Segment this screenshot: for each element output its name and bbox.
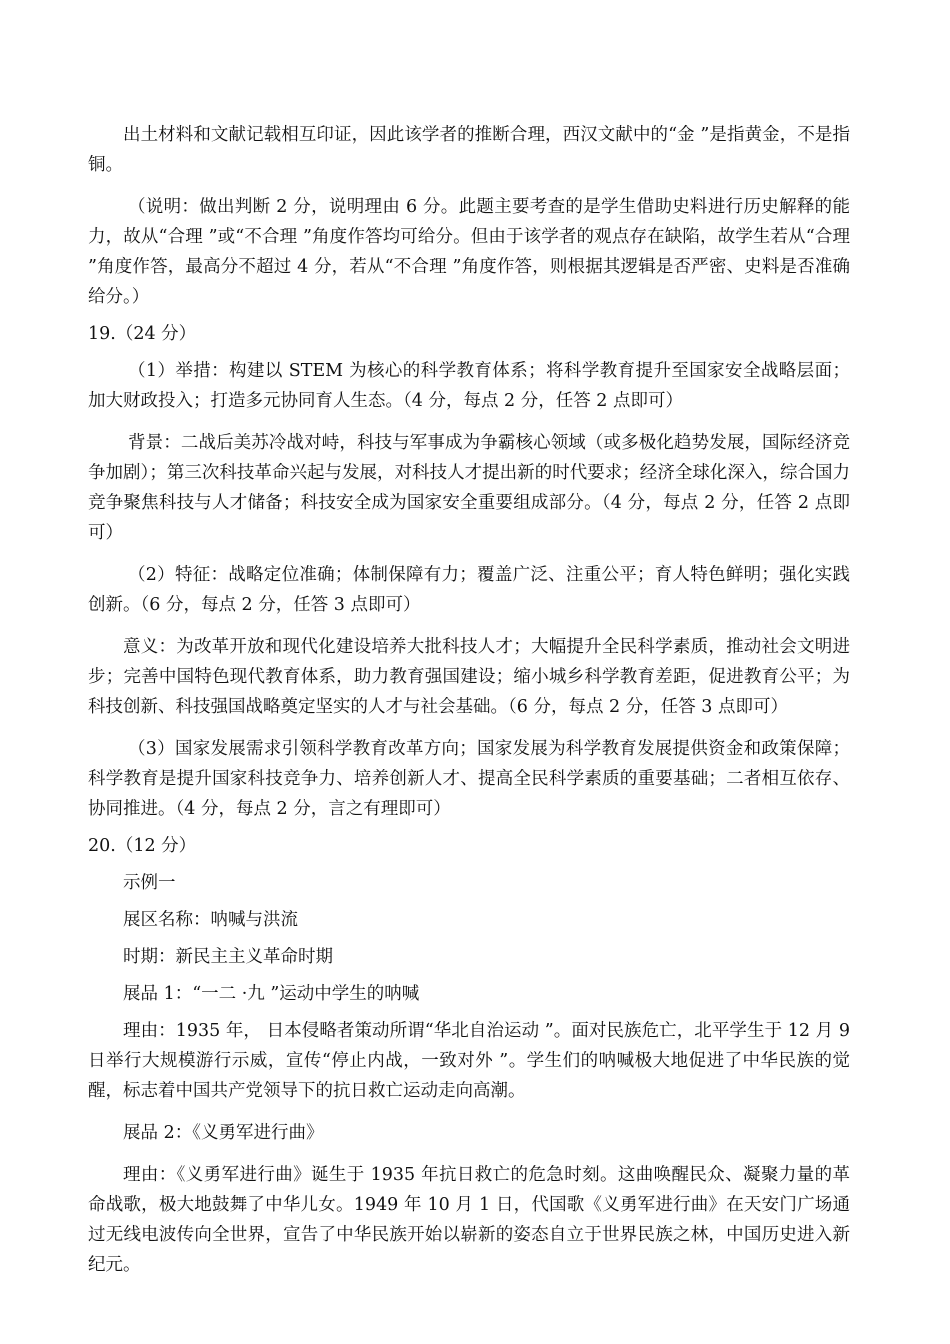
exhibit-1-title: 展品 1：“一二 ·九 ”运动中学生的呐喊 xyxy=(123,984,420,1004)
exhibit-period: 时期：新民主主义革命时期 xyxy=(123,947,333,967)
question-20-heading: 20.（12 分） xyxy=(88,836,197,856)
paragraph-19-3-relationship: （3）国家发展需求引领科学教育改革方向；国家发展为科学教育发展提供资金和政策保障；科学教育是提升国家科技竞争力、培养创新人才、提高全民科学素质的重要基础；二者相互依存、协同推进。（4 分，每点 2 分，言之有理即可） xyxy=(88,739,850,819)
example-label: 示例一 xyxy=(123,873,176,893)
paragraph-19-2-features: （2）特征：战略定位准确；体制保障有力；覆盖广泛、注重公平；育人特色鲜明；强化实践创新。（6 分，每点 2 分，任答 3 点即可） xyxy=(88,565,850,615)
exhibit-area-name: 展区名称：呐喊与洪流 xyxy=(123,910,298,930)
answer-document xyxy=(88,120,850,1280)
paragraph-18-conclusion: 出土材料和文献记载相互印证，因此该学者的推断合理，西汉文献中的“金 ”是指黄金，不是指铜。 xyxy=(88,125,850,175)
paragraph-19-1-background: 背景：二战后美苏冷战对峙，科技与军事成为争霸核心领域（或多极化趋势发展，国际经济竞争加剧）；第三次科技革命兴起与发展，对科技人才提出新的时代要求；经济全球化深入，综合国力竞争聚焦科技与人才储备；科技安全成为国家安全重要组成部分。（4 分，每点 2 分，任答 2 点即可） xyxy=(88,433,850,543)
paragraph-19-2-significance: 意义：为改革开放和现代化建设培养大批科技人才；大幅提升全民科学素质，推动社会文明进步；完善中国特色现代教育体系，助力教育强国建设；缩小城乡科学教育差距，促进教育公平；为科技创新、科技强国战略奠定坚实的人才与社会基础。（6 分，每点 2 分，任答 3 点即可） xyxy=(88,637,850,717)
paragraph-19-1-measures: （1）举措：构建以 STEM 为核心的科学教育体系；将科学教育提升至国家安全战略层面；加大财政投入；打造多元协同育人生态。（4 分，每点 2 分，任答 2 点即可） xyxy=(88,361,850,411)
exhibit-1-reason: 理由：1935 年， 日本侵略者策动所谓“华北自治运动 ”。面对民族危亡，北平学生于 12 月 9 日举行大规模游行示威，宣传“停止内战，一致对外 ”。学生们的呐喊极大地促进了中华民族的觉醒，标志着中国共产党领导下的抗日救亡运动走向高潮。 xyxy=(88,1021,850,1101)
exhibit-2-title: 展品 2：《义勇军进行曲》 xyxy=(123,1123,324,1143)
paragraph-18-scoring-note: （说明：做出判断 2 分，说明理由 6 分。此题主要考查的是学生借助史料进行历史解释的能力，故从“合理 ”或“不合理 ”角度作答均可给分。但由于该学者的观点存在缺陷，故学生若从“合理 ”角度作答，最高分不超过 4 分，若从“不合理 ”角度作答，则根据其逻辑是否严密、史料是否准确给分。） xyxy=(88,197,850,307)
question-19-heading: 19.（24 分） xyxy=(88,324,197,344)
exhibit-2-reason: 理由：《义勇军进行曲》诞生于 1935 年抗日救亡的危急时刻。这曲唤醒民众、凝聚力量的革命战歌，极大地鼓舞了中华儿女。1949 年 10 月 1 日，代国歌《义勇军进行曲》在天安门广场通过无线电波传向全世界，宣告了中华民族开始以崭新的姿态自立于世界民族之林，中国历史进入新纪元。 xyxy=(88,1165,850,1275)
